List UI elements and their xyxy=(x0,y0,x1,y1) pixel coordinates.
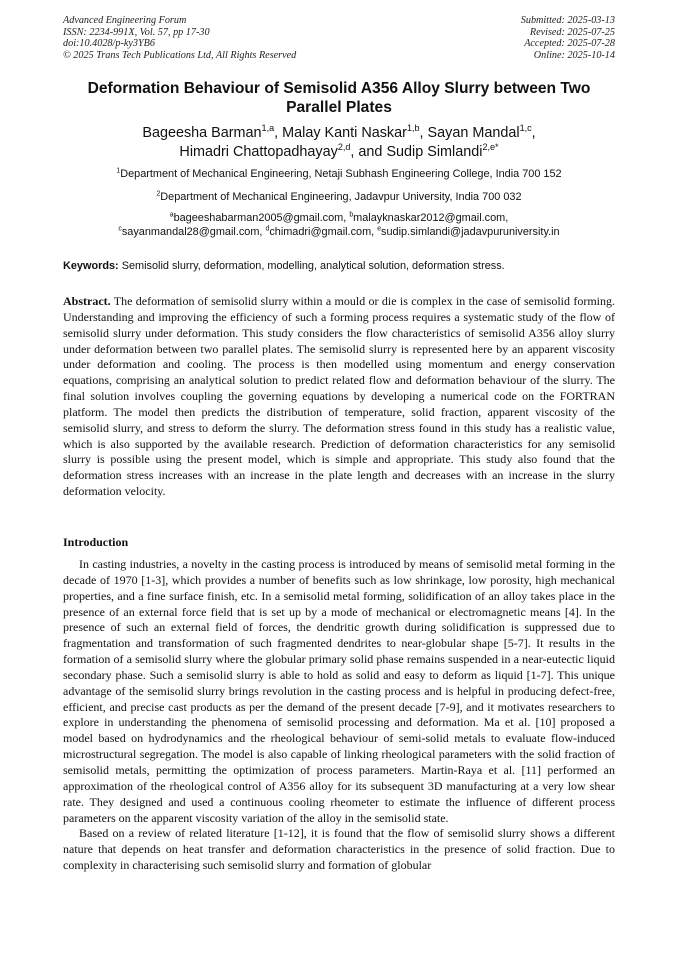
email-marker: a xyxy=(169,211,174,219)
section-heading-introduction: Introduction xyxy=(63,535,129,549)
author-name: Malay Kanti Naskar xyxy=(282,125,407,141)
keywords-label: Keywords: xyxy=(63,260,119,272)
author-affil-marker: 2,d xyxy=(337,142,351,153)
author-name: Sayan Mandal xyxy=(427,125,520,141)
email-marker: d xyxy=(265,225,270,233)
email-separator: , xyxy=(259,226,266,238)
email-separator: , xyxy=(505,212,509,224)
keywords-text: Semisolid slurry, deformation, modelling, analytical solution, deformation stress. xyxy=(118,260,505,272)
keywords xyxy=(63,259,615,273)
email-marker: c xyxy=(118,225,122,233)
email-list xyxy=(63,211,615,239)
affiliation-marker: 1 xyxy=(116,167,121,175)
affiliation-marker: 2 xyxy=(156,190,161,198)
email-address[interactable]: bageeshabarman2005@gmail.com xyxy=(173,212,344,224)
affiliation-2 xyxy=(63,190,615,204)
author-separator: , xyxy=(419,125,428,141)
email-separator: , xyxy=(371,226,378,238)
abstract xyxy=(63,294,615,500)
email-marker: b xyxy=(349,211,354,219)
author-affil-marker: 2,e* xyxy=(482,142,499,153)
email-line-1 xyxy=(63,211,615,225)
abstract-text: The deformation of semisolid slurry within a mould or die is complex in the case of semisolid forming. Understanding and improving the efficiency of such a forming process requires a systematic study of the flow of semisolid slurry under deformation. This study considers the flow characteristics of semisolid A356 alloy slurry under deformation between two parallel plates. The semisolid slurry is represented here by an apparent viscosity under deformation and cooling. The process is then modelled using momentum and energy conservation equations, comprising an analytical solution to predict related flow and deformation behaviour of the slurry. The final solution involves coupling the governing equations by developing a numerical code on the FORTRAN platform. The model then predicts the distribution of temperature, solid fraction, apparent viscosity of the semisolid slurry, and stress to deform the slurry. The deformation stress found in this study has a realistic value, which is also supported by the available research. Prediction of deformation characteristics for any semisolid slurry is possible using the present model, which is simple and appropriate. This study also found that the deformation stress increases with an increase in the plate length and decreases with an increase in the slurry deformation velocity. xyxy=(63,294,615,499)
introduction-paragraph: In casting industries, a novelty in the casting process is introduced by means of semisolid metal forming in the decade of 1970 [1-3], which provides a number of benefits such as low shrinkage, low porosity, high mechanical properties, and a fine surface finish, etc. In a semisolid metal forming, solidification of an alloy takes place in the presence of an external force field that is set up by a mode of mechanical or electromagnetic means [4]. In the presence of such an external field of forces, the dendritic growth during solidification is suppressed due to fragmentation and transformation of such fragmented dendrites to near-globular shape [5-7]. It results in the formation of a semisolid slurry where the globular primary solid phase remains suspended in a near-eutectic liquid secondary phase. Such a semisolid slurry is able to hold as solid and easy to deform as liquid [1-7]. This unique advantage of the semisolid slurry brings revolution in the casting process and is helpful in producing defect-free, efficient, and precise cast products as per the demand of the present decade [7-9], and it motivates researchers to explore in understanding the phenomena of semisolid processing and deformation. Ma et al. [10] proposed a model based on hydrodynamics and the rheological behaviour of semi-solid metals to evaluate flow-induced microstructural segregation. The model is also capable of linking rheological parameters with the solid fraction of semisolid metals, permitting the optimization of process parameters. Martin-Raya et al. [11] performed an approximation of the rheological control of A356 alloy for its subsequent 3D manufacturing at a very low shear rate. They designed and used a continuous cooling rheometer to estimate the influence of different process parameters on the apparent viscosity variation of the alloy in the semisolid state. xyxy=(63,557,615,825)
author-affil-marker: 1,b xyxy=(406,123,420,134)
affiliation-1 xyxy=(63,167,615,181)
email-separator: , xyxy=(343,212,350,224)
author-affil-marker: 1,a xyxy=(261,123,275,134)
author-separator: , xyxy=(274,125,283,141)
copyright-line: © 2025 Trans Tech Publications Ltd, All Rights Reserved xyxy=(63,49,297,61)
doi-line: doi:10.4028/p-ky3YB6 xyxy=(63,38,155,50)
affiliation-text: Department of Mechanical Engineering, Netaji Subhash Engineering College, India 700 152 xyxy=(120,168,562,180)
introduction-paragraph: Based on a review of related literature [1-12], it is found that the flow of semisolid slurry shows a different nature that depends on heat transfer and deformation characteristics in the presence of solid fraction. Due to complexity in characterising such semisolid slurry and formation of globular xyxy=(63,826,615,873)
email-line-2 xyxy=(63,225,615,239)
issn-line: ISSN: 2234-991X, Vol. 57, pp 17-30 xyxy=(63,26,210,38)
revised-date: Revised: 2025-07-25 xyxy=(529,26,615,38)
online-date: Online: 2025-10-14 xyxy=(533,49,615,61)
author-separator: , and xyxy=(350,144,387,160)
submitted-date: Submitted: 2025-03-13 xyxy=(520,15,615,26)
journal-header-left xyxy=(63,15,296,61)
email-address[interactable]: sudip.simlandi@jadavpuruniversity.in xyxy=(381,226,560,238)
email-address[interactable]: malayknaskar2012@gmail.com xyxy=(353,212,506,224)
email-marker: e xyxy=(377,225,382,233)
paper-title: Deformation Behaviour of Semisolid A356 Alloy Slurry between Two Parallel Plates xyxy=(87,80,591,116)
affiliation-text: Department of Mechanical Engineering, Jadavpur University, India 700 032 xyxy=(160,191,522,203)
author-affil-marker: 1,c xyxy=(519,123,532,134)
abstract-label: Abstract. xyxy=(63,294,111,308)
author-separator: , xyxy=(531,125,536,141)
author-list xyxy=(63,124,615,162)
email-address[interactable]: chimadri@gmail.com xyxy=(269,226,372,238)
journal-header-right xyxy=(521,15,615,61)
email-address[interactable]: sayanmandal28@gmail.com xyxy=(121,226,260,238)
author-name: Himadri Chattopadhayay xyxy=(179,144,338,160)
author-name: Sudip Simlandi xyxy=(386,144,483,160)
journal-name: Advanced Engineering Forum xyxy=(63,15,187,26)
introduction-body xyxy=(63,557,615,874)
author-name: Bageesha Barman xyxy=(142,125,262,141)
accepted-date: Accepted: 2025-07-28 xyxy=(524,38,615,50)
